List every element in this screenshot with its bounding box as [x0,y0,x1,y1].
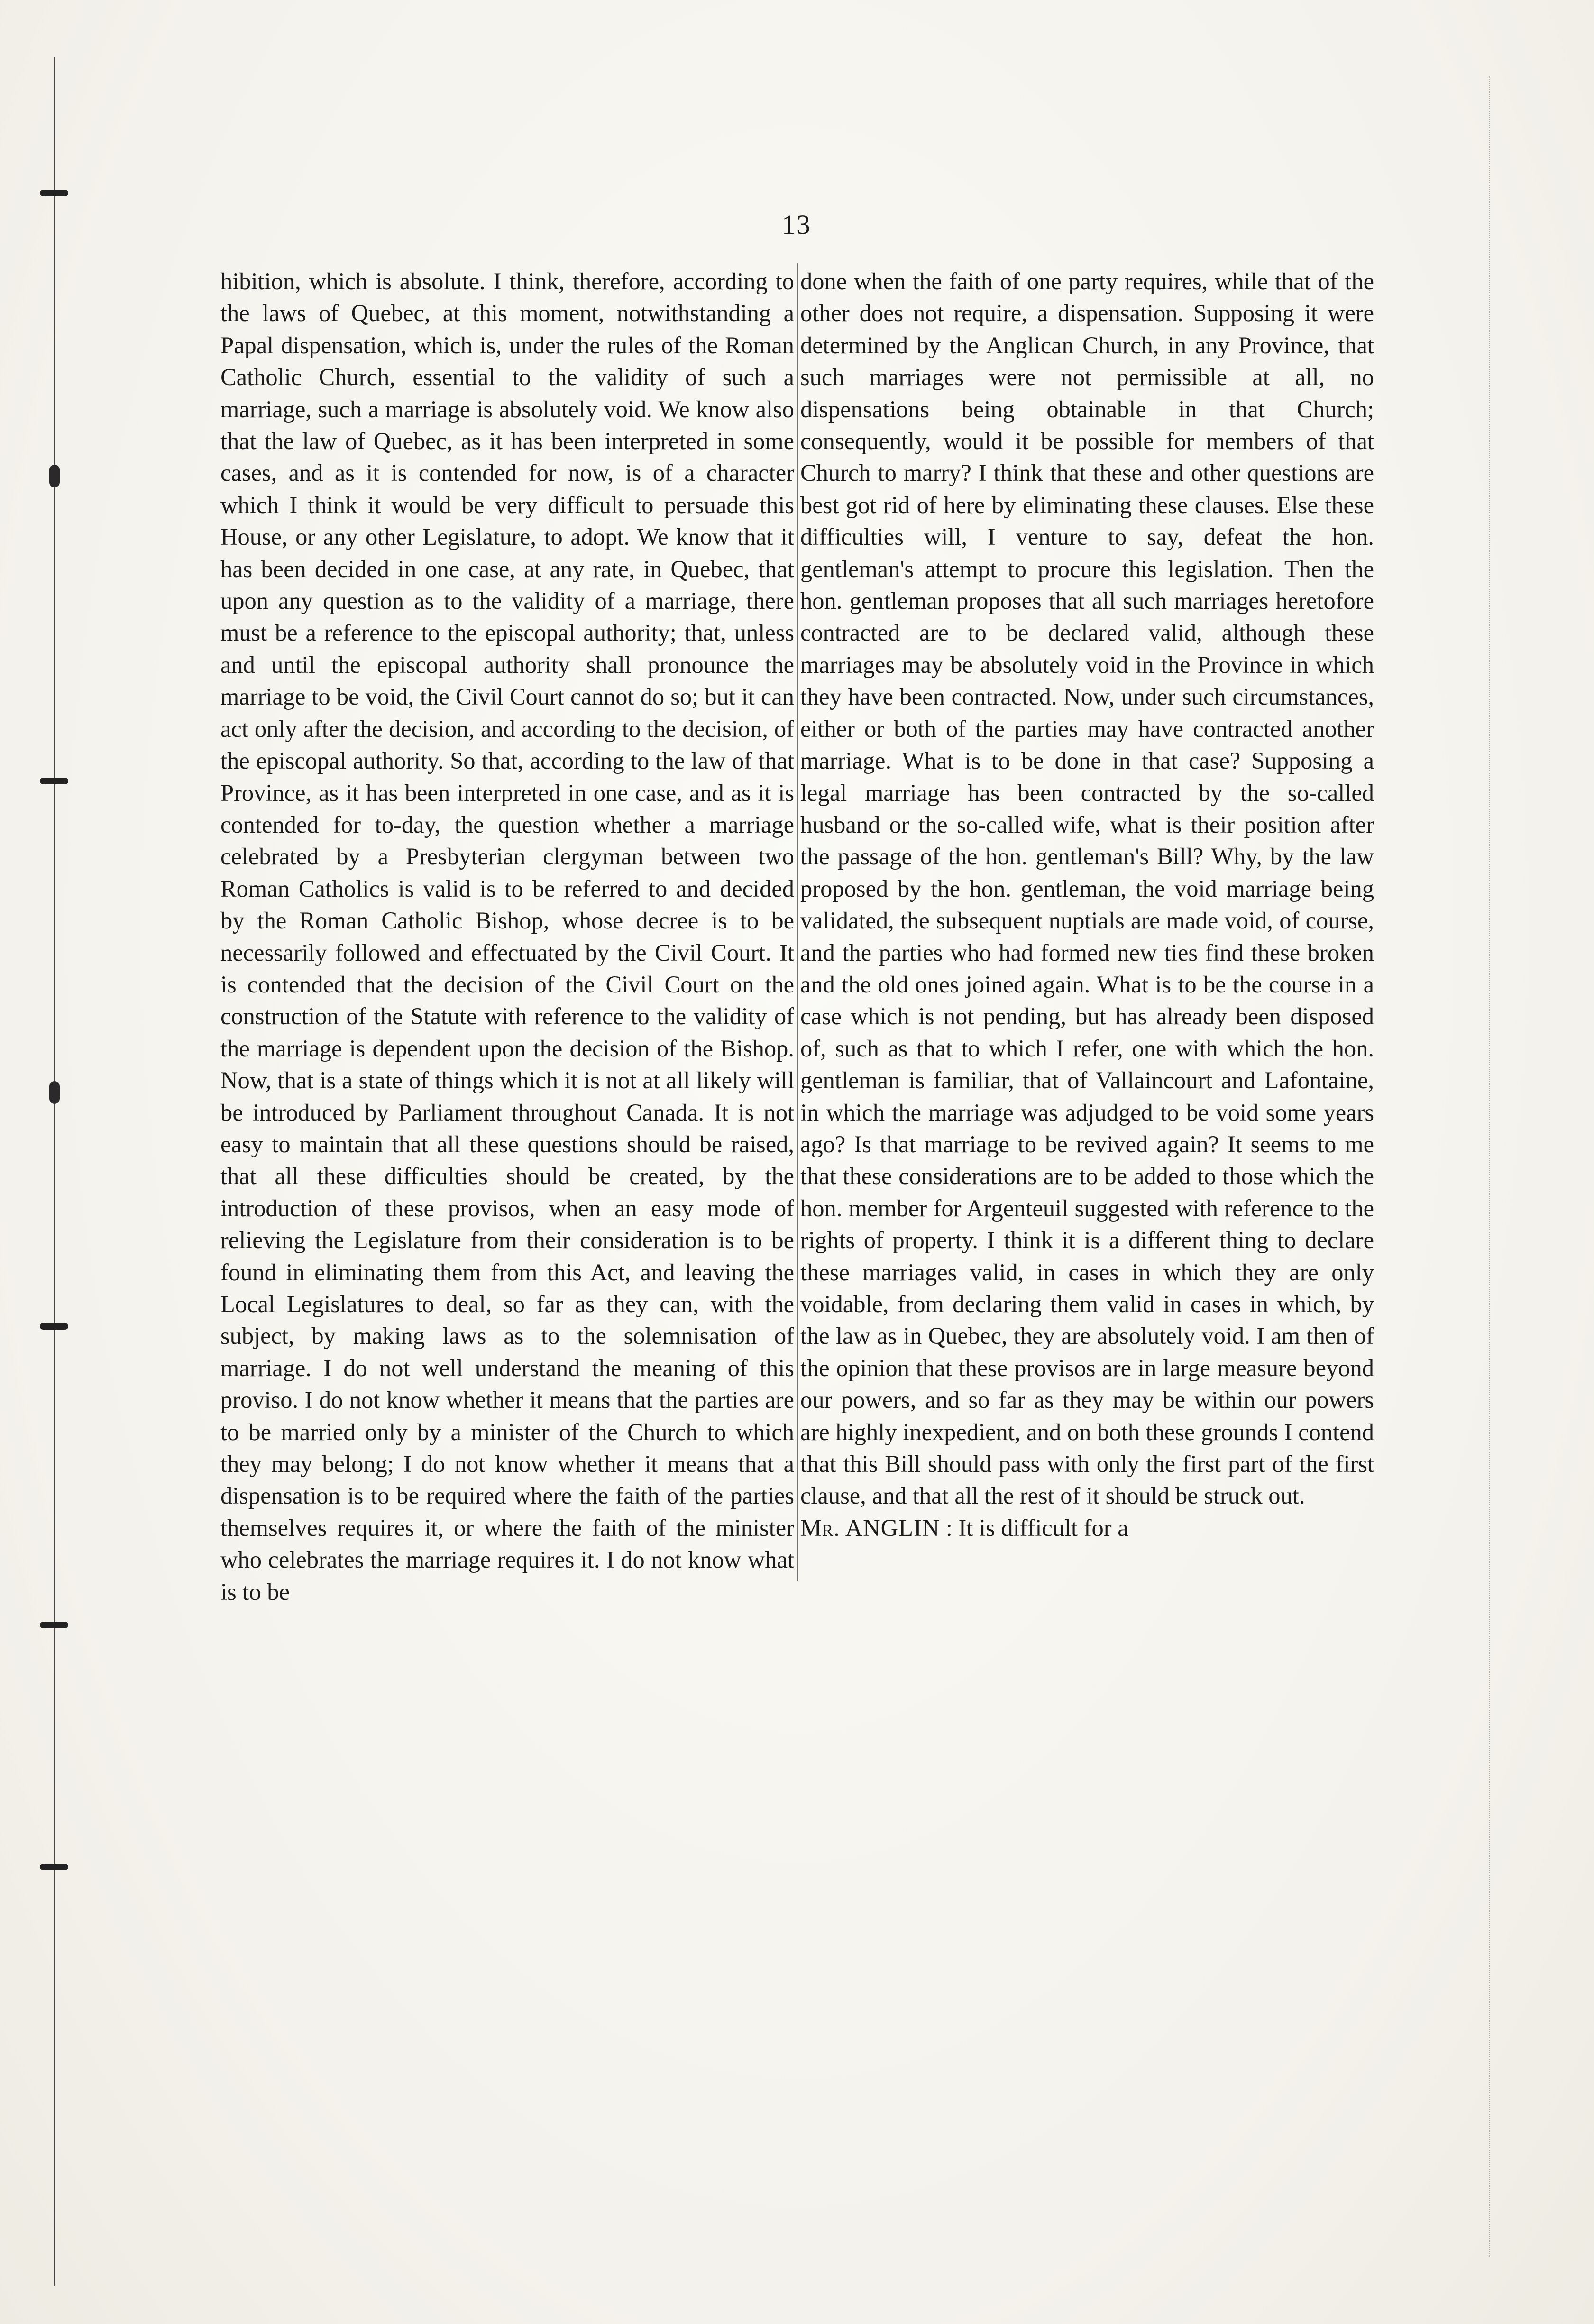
page-number: 13 [782,209,811,240]
left-column-text: hibition, which is absolute. I think, therefore, according to the laws of Quebec, at this moment, notwithstanding a Papal dispensation, which is, under the rules of the Roman Catholic Church, essential to the validity of such a marriage, such a marriage is absolutely void. We know also that the law of Quebec, as it has been interpreted in some cases, and as it is contended for now, is of a character which I think it would be very difficult to persuade this House, or any other Legislature, to adopt. We know that it has been decided in one case, at any rate, in Quebec, that upon any question as to the validity of a marriage, there must be a reference to the episcopal authority; that, unless and until the episcopal authority shall pronounce the marriage to be void, the Civil Court cannot do so; but it can act only after the decision, and according to the decision, of the episcopal authority. So that, according to the law of that Province, as it has been interpreted in one case, and as it is contended for to-day, the question whether a marriage celebrated by a Presbyterian clergyman between two Roman Catholics is valid is to be referred to and decided by the Roman Catholic Bishop, whose decree is to be necessarily followed and effectuated by the Civil Court. It is contended that the decision of the Civil Court on the construction of the Statute with reference to the validity of the marriage is dependent upon the decision of the Bishop. Now, that is a state of things which it is not at all likely will be introduced by Parliament throughout Canada. It is not easy to maintain that all these questions should be raised, that all these difficulties should be created, by the introduction of these provisos, when an easy mode of relieving the Legislature from their consideration is to be found in eliminating them from this Act, and leaving the Local Legislatures to deal, so far as they can, with the subject, by making laws as to the solemnisation of marriage. I do not well understand the meaning of this proviso. I do not know whether it means that the parties are to be married only by a minister of the Church to which they may belong; I do not know whether it means that a dispensation is to be required where the faith of the parties themselves requires it, or where the faith of the minister who celebrates the marriage requires it. I do not know what is to be [220,268,794,1605]
left-column [220,266,794,1608]
binding-mark [40,1323,68,1330]
column-divider [797,263,798,1581]
speaker-name: Mr. ANGLIN [800,1514,940,1541]
binding-mark [49,1081,60,1104]
binding-mark [49,465,60,487]
binding-mark [40,1864,68,1870]
speaker-text: : It is difficult for a [945,1514,1128,1541]
binding-mark [40,778,68,784]
right-column-text: done when the faith of one party requires, while that of the other does not require, a dispensation. Supposing it were determined by the Anglican Church, in any Province, that such marriages were not permissible at all, no dispensations being obtainable in that Church; consequently, would it be possible for members of that Church to marry? I think that these and other questions are best got rid of here by eliminating these clauses. Else these difficulties will, I venture to say, defeat the hon. gentleman's attempt to procure this legislation. Then the hon. gentleman proposes that all such marriages heretofore contracted are to be declared valid, although these marriages may be absolutely void in the Province in which they have been contracted. Now, under such circumstances, either or both of the parties may have contracted another marriage. What is to be done in that case? Supposing a legal marriage has been contracted by the so-called husband or the so-called wife, what is their position after the passage of the hon. gentleman's Bill? Why, by the law proposed by the hon. gentleman, the void marriage being validated, the subsequent nuptials are made void, of course, and the parties who had formed new ties find these broken and the old ones joined again. What is to be the course in a case which is not pending, but has already been disposed of, such as that to which I refer, one with which the hon. gentleman is familiar, that of Vallaincourt and Lafontaine, in which the marriage was adjudged to be void some years ago? Is that marriage to be revived again? It seems to me that these considerations are to be added to those which the hon. member for Argenteuil suggested with reference to the rights of property. I think it is a different thing to declare these marriages valid, in cases in which they are only voidable, from declaring them valid in cases in which, by the law as in Quebec, they are absolutely void. I am then of the opinion that these provisos are in large measure beyond our powers, and so far as they may be within our powers are highly inexpedient, and on both these grounds I contend that this Bill should pass with only the first part of the first clause, and that all the rest of it should be struck out. [800,268,1374,1509]
speaker-paragraph [800,1512,1374,1544]
binding-mark [40,190,68,196]
binding-edge-line [53,57,56,2286]
right-column [800,266,1374,1544]
page-edge [1489,76,1491,2257]
binding-mark [40,1622,68,1628]
